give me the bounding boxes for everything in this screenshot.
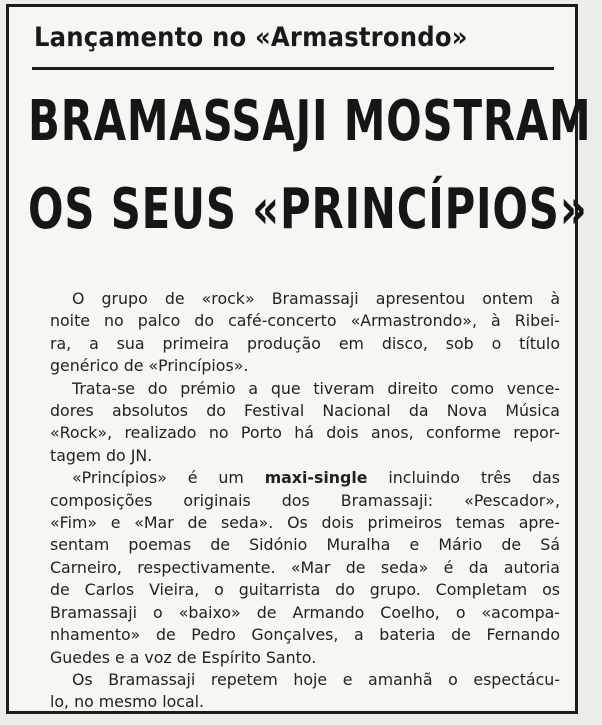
body-line: noite no palco do café-concerto «Armastrondo», à Ribei-: [50, 311, 560, 331]
body-line: de Carlos Vieira, o guitarrista do grupo. Completam os: [50, 580, 560, 600]
body-line: «Rock», realizado no Porto há dois anos, conforme repor-: [50, 423, 560, 443]
body-line: tagem do JN.: [50, 445, 153, 465]
body-line: Bramassaji o «baixo» de Armando Coelho, o «acompa-: [50, 602, 560, 622]
body-line: sentam poemas de Sidónio Muralha e Mário de Sá: [50, 535, 560, 555]
body-line: O grupo de «rock» Bramassaji apresentou ontem à: [72, 289, 560, 308]
article-body: [50, 288, 560, 714]
body-line: genérico de «Princípios».: [50, 356, 249, 376]
body-line: Trata-se do prémio a que tiveram direito como vence-: [72, 378, 560, 398]
body-text: incluindo três das: [388, 468, 560, 488]
body-line: dores absolutos do Festival Nacional da Nova Música: [50, 401, 560, 421]
article-headline: [28, 89, 592, 242]
body-text: «Princípios» é um: [72, 468, 244, 488]
body-line: nhamento» de Pedro Gonçalves, a bateria de Fernando: [50, 625, 560, 645]
body-line: Carneiro, respectivamente. «Mar de seda» é da autoria: [50, 557, 560, 577]
body-line: lo, no mesmo local.: [50, 692, 205, 712]
body-text-bold: maxi-single: [264, 468, 368, 488]
body-line: [50, 467, 560, 489]
body-line: Os Bramassaji repetem hoje e amanhã o espectácu-: [72, 669, 560, 689]
kicker-rule: [32, 67, 554, 70]
body-line: ra, a sua primeira produção em disco, sob o título: [50, 333, 560, 353]
article-kicker: Lançamento no «Armastrondo»: [34, 22, 468, 53]
headline-line-2: OS SEUS «PRINCÍPIOS»: [28, 177, 588, 242]
body-line: Guedes e a voz de Espírito Santo.: [50, 647, 317, 667]
body-line: «Fim» e «Mar de seda». Os dois primeiros temas apre-: [50, 513, 560, 533]
headline-line-1: BRAMASSAJI MOSTRAM: [28, 89, 592, 154]
body-line: composições originais dos Bramassaji: «Pescador»,: [50, 490, 560, 510]
